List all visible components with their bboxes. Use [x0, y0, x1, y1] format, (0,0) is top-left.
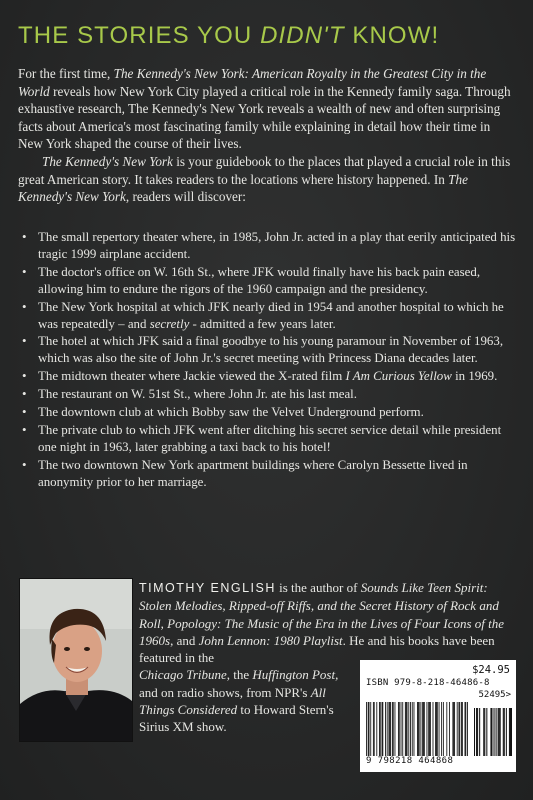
- barcode-bar: [459, 702, 460, 756]
- headline-text-end: KNOW!: [344, 22, 440, 49]
- barcode-bars: [366, 702, 512, 756]
- barcode-bar: [369, 702, 370, 756]
- barcode-addon-bar: [506, 708, 507, 756]
- barcode-bar: [428, 702, 429, 756]
- barcode-addon-bar: [477, 708, 478, 756]
- barcode-bar: [429, 702, 430, 756]
- barcode-bar: [382, 702, 383, 756]
- barcode-addon-bar: [494, 708, 495, 756]
- barcode-bar: [402, 702, 403, 756]
- barcode-bar: [441, 702, 442, 756]
- barcode-bar: [417, 702, 418, 756]
- author-bio-text: TIMOTHY ENGLISH is the author of Sounds Like Teen Spirit: Stolen Melodies, Ripped-off Riffs, and the Secret History of Rock and Roll, Popology: The Music of the Era in the Lives of Four Icons of the 1960s, and John Lennon: 1980 Playlist. He and his books have been featured in the: [139, 580, 505, 666]
- barcode-addon-bar: [511, 708, 512, 756]
- isbn-barcode: [360, 660, 516, 772]
- headline-text: THE STORIES YOU: [18, 22, 261, 49]
- author-name: TIMOTHY ENGLISH: [139, 581, 276, 595]
- barcode-bar: [376, 702, 377, 756]
- barcode-addon-bar: [476, 708, 477, 756]
- barcode-digits: 9 798218 464868: [366, 756, 454, 766]
- author-bio-text-continued: Chicago Tribune, the Huffington Post, and on radio shows, from NPR's All Things Considered to Howard Stern's Sirius XM show.: [139, 667, 339, 735]
- intro-text: [18, 65, 516, 206]
- barcode-bar: [443, 702, 444, 756]
- barcode-bar: [433, 702, 434, 756]
- barcode-bar: [430, 702, 431, 756]
- list-item: • The New York hospital at which JFK nearly died in 1954 and another hospital to which he was repeatedly – and secretly - admitted a few years later.: [22, 299, 516, 333]
- addon-code-label: 52495>: [478, 690, 511, 700]
- headline-emphasis: DIDN'T: [260, 22, 345, 49]
- barcode-bar: [374, 702, 375, 756]
- barcode-addon-bar: [490, 708, 491, 756]
- list-item: • The two downtown New York apartment buildings where Carolyn Bessette lived in anonymity prior to her marriage.: [22, 457, 516, 491]
- barcode-bar: [454, 702, 455, 756]
- barcode-addon-bar: [498, 708, 499, 756]
- price-label: $24.95: [472, 664, 510, 676]
- barcode-bar: [399, 702, 400, 756]
- barcode-bar: [368, 702, 369, 756]
- barcode-bar: [461, 702, 462, 756]
- intro-paragraph-2: The Kennedy's New York is your guidebook to the places that played a crucial role in this great American story. It takes readers to the locations where history happened. In The Kennedy's New York, readers will discover:: [18, 153, 511, 205]
- book-title: The Kennedy's New York: [18, 171, 468, 205]
- barcode-bar: [393, 702, 394, 756]
- barcode-bar: [427, 702, 428, 756]
- barcode-bar: [419, 702, 420, 756]
- barcode-bar: [388, 702, 389, 756]
- barcode-bar: [437, 702, 438, 756]
- barcode-bar: [385, 702, 386, 756]
- author-portrait-icon: [20, 579, 132, 741]
- barcode-bar: [465, 702, 466, 756]
- barcode-bar: [453, 702, 454, 756]
- barcode-addon-bar: [509, 708, 510, 756]
- book-title: The Kennedy's New York: [42, 153, 173, 169]
- barcode-bar: [398, 702, 399, 756]
- isbn-label: ISBN 979-8-218-46486-8: [366, 678, 490, 688]
- barcode-bar: [458, 702, 459, 756]
- intro-paragraph-1: For the first time, The Kennedy's New York: American Royalty in the Greatest City in the World reveals how New York City played a critical role in the Kennedy family saga. Through exhaustive research, The Kennedy's New York reveals a wealth of new and often surprising facts about America's most fascinating family while explaining in detail how their time in New York shaped the course of their lives.: [18, 66, 511, 152]
- barcode-bar: [422, 702, 423, 756]
- barcode-addon-bar: [496, 708, 497, 756]
- barcode-bar: [405, 702, 406, 756]
- barcode-bar: [452, 702, 453, 756]
- barcode-bar: [414, 702, 415, 756]
- barcode-addon-bar: [503, 708, 504, 756]
- barcode-addon-bar: [483, 708, 484, 756]
- barcode-bar: [412, 702, 413, 756]
- barcode-bar: [439, 702, 440, 756]
- barcode-bar: [366, 702, 367, 756]
- list-item: • The hotel at which JFK said a final goodbye to his young paramour in November of 1963, which was also the site of John Jr.'s secret meeting with Princess Diana decades later.: [22, 333, 516, 367]
- barcode-addon-bar: [499, 708, 500, 756]
- barcode-bar: [390, 702, 391, 756]
- barcode-bar: [395, 702, 396, 756]
- barcode-bar: [370, 702, 371, 756]
- list-item: • The midtown theater where Jackie viewed the X-rated film I Am Curious Yellow in 1969.: [22, 368, 516, 385]
- barcode-bar: [406, 702, 407, 756]
- barcode-bar: [424, 702, 425, 756]
- barcode-bar: [392, 702, 393, 756]
- back-cover-headline: [18, 22, 518, 50]
- barcode-bar: [435, 702, 436, 756]
- barcode-bar: [379, 702, 380, 756]
- barcode-addon-bar: [474, 708, 475, 756]
- list-item: • The doctor's office on W. 16th St., where JFK would finally have his back pain eased, allowing him to endure the rigors of the 1960 campaign and the presidency.: [22, 264, 516, 298]
- list-item: • The private club to which JFK went after ditching his secret service detail while president one night in 1963, later grabbing a taxi back to his hotel!: [22, 422, 516, 456]
- barcode-bar: [373, 702, 374, 756]
- barcode-bar: [401, 702, 402, 756]
- barcode-addon-bar: [500, 708, 501, 756]
- barcode-bar: [465, 702, 466, 756]
- barcode-addon-bar: [484, 708, 485, 756]
- author-photo: [19, 578, 133, 742]
- barcode-bar: [457, 702, 458, 756]
- barcode-bar: [467, 702, 468, 756]
- barcode-addon-bar: [479, 708, 480, 756]
- list-item: • The restaurant on W. 51st St., where John Jr. ate his last meal.: [22, 386, 516, 403]
- barcode-bar: [449, 702, 450, 756]
- barcode-bar: [420, 702, 421, 756]
- barcode-addon-bar: [510, 708, 511, 756]
- barcode-bar: [410, 702, 411, 756]
- barcode-bar: [446, 702, 447, 756]
- barcode-bar: [407, 702, 408, 756]
- barcode-bar: [423, 702, 424, 756]
- barcode-bar: [408, 702, 409, 756]
- barcode-addon-bar: [491, 708, 492, 756]
- barcode-bar: [380, 702, 381, 756]
- barcode-addon-bar: [486, 708, 487, 756]
- barcode-addon-bar: [504, 708, 505, 756]
- list-item: • The small repertory theater where, in 1985, John Jr. acted in a play that eerily anticipated his tragic 1999 airplane accident.: [22, 229, 516, 263]
- barcode-bar: [382, 702, 383, 756]
- barcode-bar: [462, 702, 463, 756]
- barcode-bar: [387, 702, 388, 756]
- list-item: • The downtown club at which Bobby saw the Velvet Underground perform.: [22, 404, 516, 421]
- discoveries-list: [22, 229, 516, 492]
- book-title: The Kennedy's New York: American Royalty in the Greatest City in the World: [18, 66, 487, 99]
- barcode-bar: [418, 702, 419, 756]
- barcode-bar: [389, 702, 390, 756]
- barcode-bar: [436, 702, 437, 756]
